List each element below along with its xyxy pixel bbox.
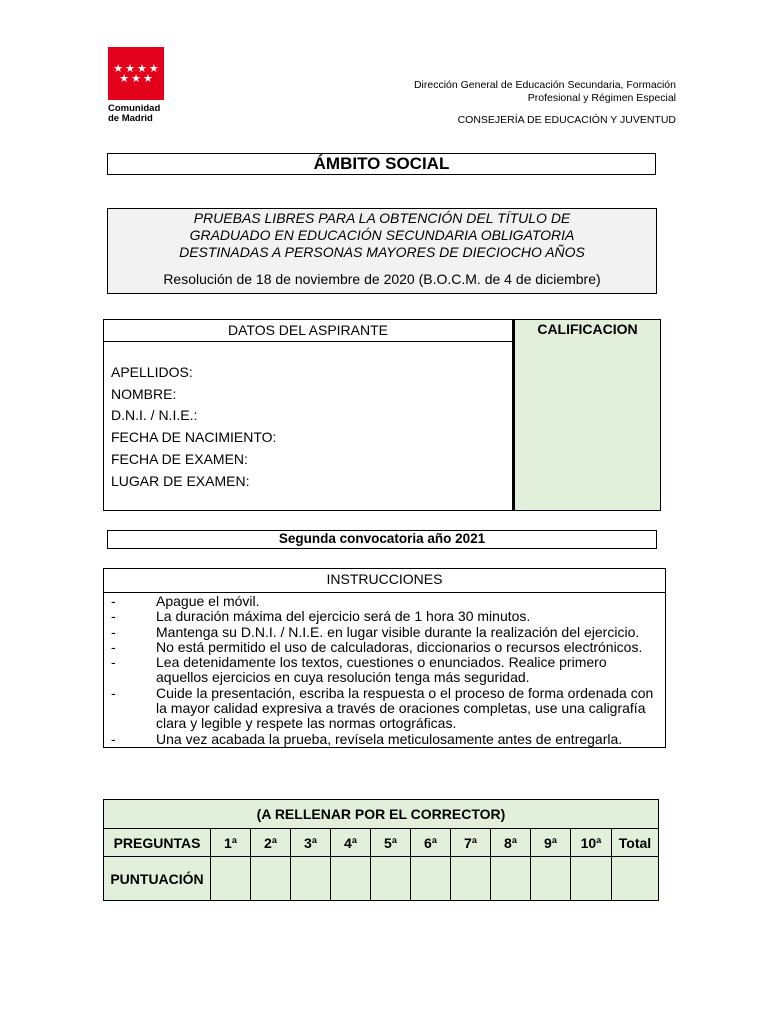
star-icon: ★: [113, 61, 124, 75]
score-total-cell[interactable]: [612, 857, 659, 901]
stars-row-bottom: [119, 71, 153, 85]
bullet-dash: -: [111, 638, 116, 655]
table-row: [104, 829, 659, 857]
score-cell[interactable]: [251, 857, 291, 901]
question-header: 3ª: [291, 829, 331, 857]
grade-heading: CALIFICACION: [537, 321, 638, 337]
grade-box: [513, 319, 661, 511]
score-label: PUNTUACIÓN: [104, 857, 211, 901]
star-icon: ★: [119, 71, 130, 85]
instructions-heading: INSTRUCCIONES: [104, 569, 665, 593]
list-item: [104, 686, 665, 732]
score-cell[interactable]: [411, 857, 451, 901]
question-header: 7ª: [451, 829, 491, 857]
field-apellidos[interactable]: APELLIDOS:: [111, 364, 193, 380]
intro-box: [107, 208, 657, 294]
score-cell[interactable]: [371, 857, 411, 901]
instruction-text: No está permitido el uso de calculadoras, diccionarios o recursos electrónicos.: [156, 638, 643, 655]
intro-line2: GRADUADO EN EDUCACIÓN SECUNDARIA OBLIGATORIA: [189, 227, 575, 243]
field-fecha-examen[interactable]: FECHA DE EXAMEN:: [111, 450, 248, 467]
instruction-text: Cuide la presentación, escriba la respuesta o el proceso de forma ordenada con la mayor calidad expresiva a través de oraciones completas, use una caligrafía clara y legible y respete las normas ortográficas.: [156, 684, 654, 732]
question-header: 9ª: [531, 829, 571, 857]
score-cell[interactable]: [291, 857, 331, 901]
page-title: ÁMBITO SOCIAL: [107, 153, 656, 175]
instruction-text: Una vez acabada la prueba, revísela meticulosamente antes de entregarla.: [156, 730, 623, 747]
logo-flag: [108, 47, 164, 100]
question-header: 4ª: [331, 829, 371, 857]
bullet-dash: -: [111, 623, 116, 640]
intro-resolution: Resolución de 18 de noviembre de 2020 (B.O.C.M. de 4 de diciembre): [163, 271, 601, 287]
score-cell[interactable]: [531, 857, 571, 901]
intro-line1: PRUEBAS LIBRES PARA LA OBTENCIÓN DEL TÍTULO DE: [193, 210, 571, 226]
logo-line2: de Madrid: [108, 113, 153, 124]
table-row: [104, 857, 659, 901]
list-item: [104, 609, 665, 624]
header-line1: Dirección General de Educación Secundaria, Formación: [413, 79, 676, 91]
bullet-dash: -: [111, 684, 116, 701]
question-header: 1ª: [211, 829, 251, 857]
applicant-fields: [104, 342, 512, 492]
instructions-list: [104, 593, 665, 747]
instruction-text: Apague el móvil.: [156, 593, 260, 609]
applicant-data-heading: DATOS DEL ASPIRANTE: [104, 320, 512, 342]
instruction-text: Mantenga su D.N.I. / N.I.E. en lugar visible durante la realización del ejercicio.: [156, 623, 640, 640]
score-cell[interactable]: [331, 857, 371, 901]
bullet-dash: -: [111, 593, 116, 609]
total-header: Total: [612, 829, 659, 857]
intro-line3: DESTINADAS A PERSONAS MAYORES DE DIECIOCHO AÑOS: [179, 244, 585, 260]
grading-table: [103, 799, 659, 901]
instructions-box: [103, 568, 666, 748]
field-lugar-examen[interactable]: LUGAR DE EXAMEN:: [111, 472, 250, 489]
applicant-data-box: [103, 319, 513, 511]
question-header: 5ª: [371, 829, 411, 857]
convocatoria-label: Segunda convocatoria año 2021: [107, 530, 657, 549]
score-cell[interactable]: [211, 857, 251, 901]
question-header: 6ª: [411, 829, 451, 857]
list-item: [104, 594, 665, 609]
question-header: 10ª: [571, 829, 612, 857]
question-header: 8ª: [491, 829, 531, 857]
grading-heading: (A RELLENAR POR EL CORRECTOR): [104, 800, 659, 829]
header-line2: Profesional y Régimen Especial: [527, 92, 676, 104]
star-icon: ★: [125, 61, 135, 75]
instruction-text: La duración máxima del ejercicio será de 1 hora 30 minutos.: [156, 608, 531, 625]
star-icon: ★: [131, 71, 141, 85]
instruction-text: Lea detenidamente los textos, cuestiones o enunciados. Realice primero aquellos ejercicios en cuya resolución tenga más seguridad.: [156, 654, 607, 686]
logo-text: [108, 104, 168, 124]
list-item: [104, 625, 665, 640]
field-fecha-nacimiento[interactable]: FECHA DE NACIMIENTO:: [111, 429, 277, 446]
header-consejeria: CONSEJERÍA DE EDUCACIÓN Y JUVENTUD: [457, 114, 676, 126]
field-nombre[interactable]: NOMBRE:: [111, 385, 177, 402]
bullet-dash: -: [111, 608, 116, 625]
field-dni[interactable]: D.N.I. / N.I.E.:: [111, 407, 198, 424]
list-item: [104, 655, 665, 686]
header-directorate: [414, 79, 676, 105]
star-icon: ★: [142, 71, 153, 85]
question-header: 2ª: [251, 829, 291, 857]
bullet-dash: -: [111, 730, 116, 747]
list-item: [104, 640, 665, 655]
bullet-dash: -: [111, 654, 116, 671]
star-icon: ★: [148, 61, 159, 75]
comunidad-madrid-logo: [108, 47, 168, 124]
questions-label: PREGUNTAS: [104, 829, 211, 857]
intro-heading: [108, 210, 656, 261]
logo-line1: Comunidad: [108, 103, 161, 114]
star-icon: ★: [137, 61, 147, 75]
list-item: [104, 732, 665, 747]
score-cell[interactable]: [491, 857, 531, 901]
score-cell[interactable]: [451, 857, 491, 901]
score-cell[interactable]: [571, 857, 612, 901]
